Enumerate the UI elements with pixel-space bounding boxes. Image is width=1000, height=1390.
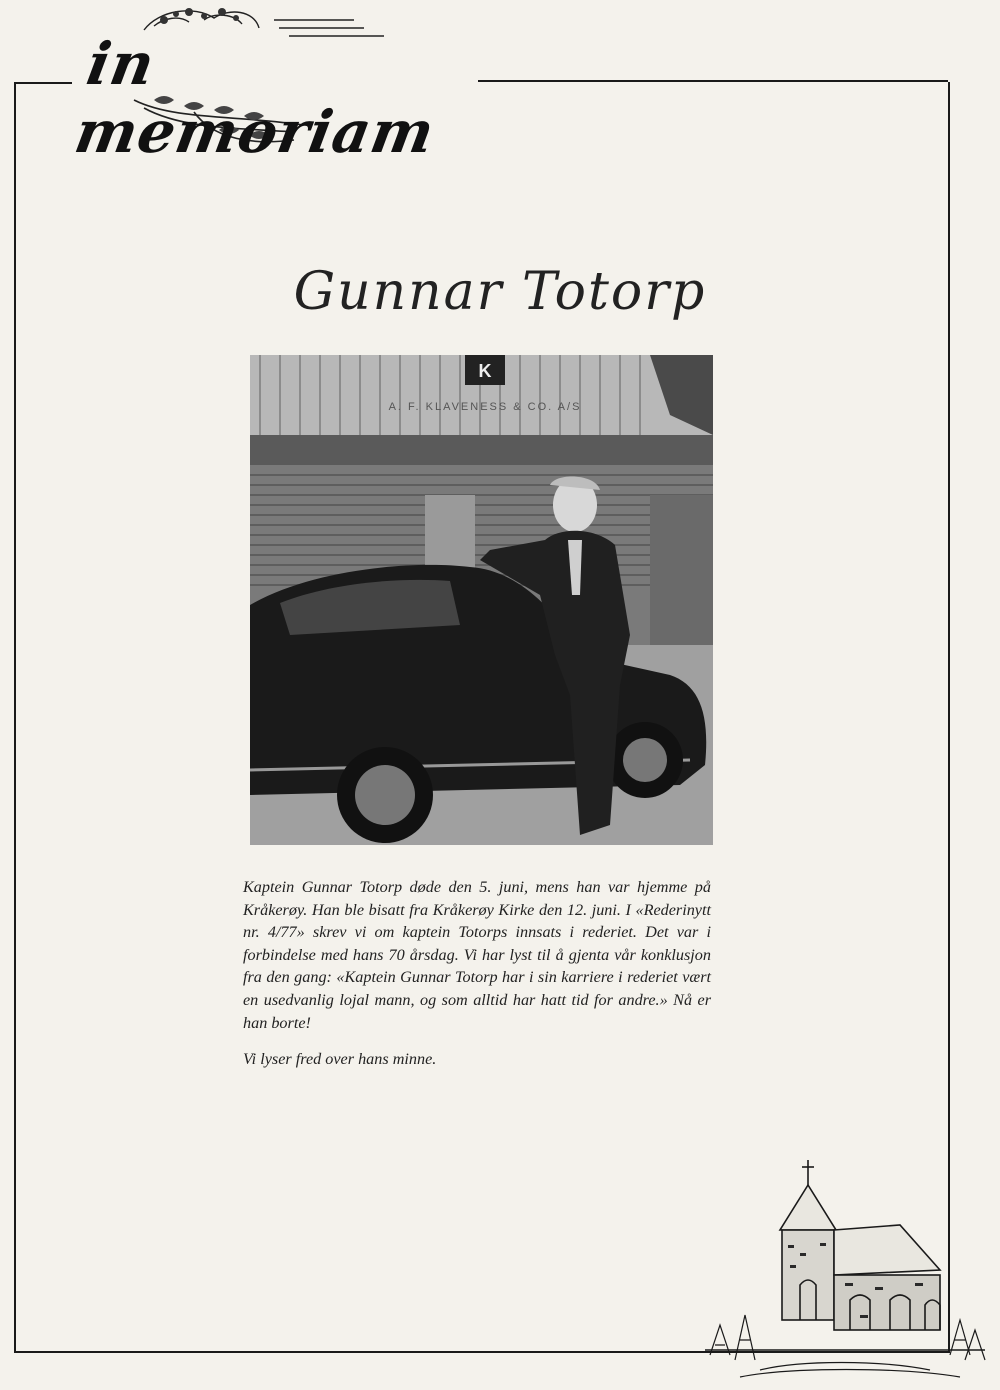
flag-letter: K [478,361,492,381]
portrait-photo [250,355,713,845]
in-memoriam-header [64,0,484,166]
church-illustration-icon [700,1155,990,1385]
person-name-title: Gunnar Totorp [293,262,707,322]
header-title: in memoriam [70,30,440,166]
article-paragraph-2: Vi lyser fred over hans minne. [243,1050,437,1069]
article-paragraph-1: Kaptein Gunnar Totorp døde den 5. juni, mens han var hjemme på Kråkerøy. Han ble bisatt fra Kråkerøy Kirke den 12. juni. I «Rederinytt nr. 4/77» skrev vi om kaptein Totorps innsats i rederiet. Det var i forbindelse med hans 70 årsdag. Vi har lyst til å gjenta vår konklusjon fra den gang: «Kaptein Gunnar Totorp har i sin karriere i rederiet vært en usedvanlig lojal mann, og som alltid har hatt tid for andre.» Nå er han borte! [243,878,711,1032]
article-body [243,876,711,1085]
building-sign: A. F. KLAVENESS & CO. A/S [388,401,582,413]
frame-top-right-line [478,80,948,82]
